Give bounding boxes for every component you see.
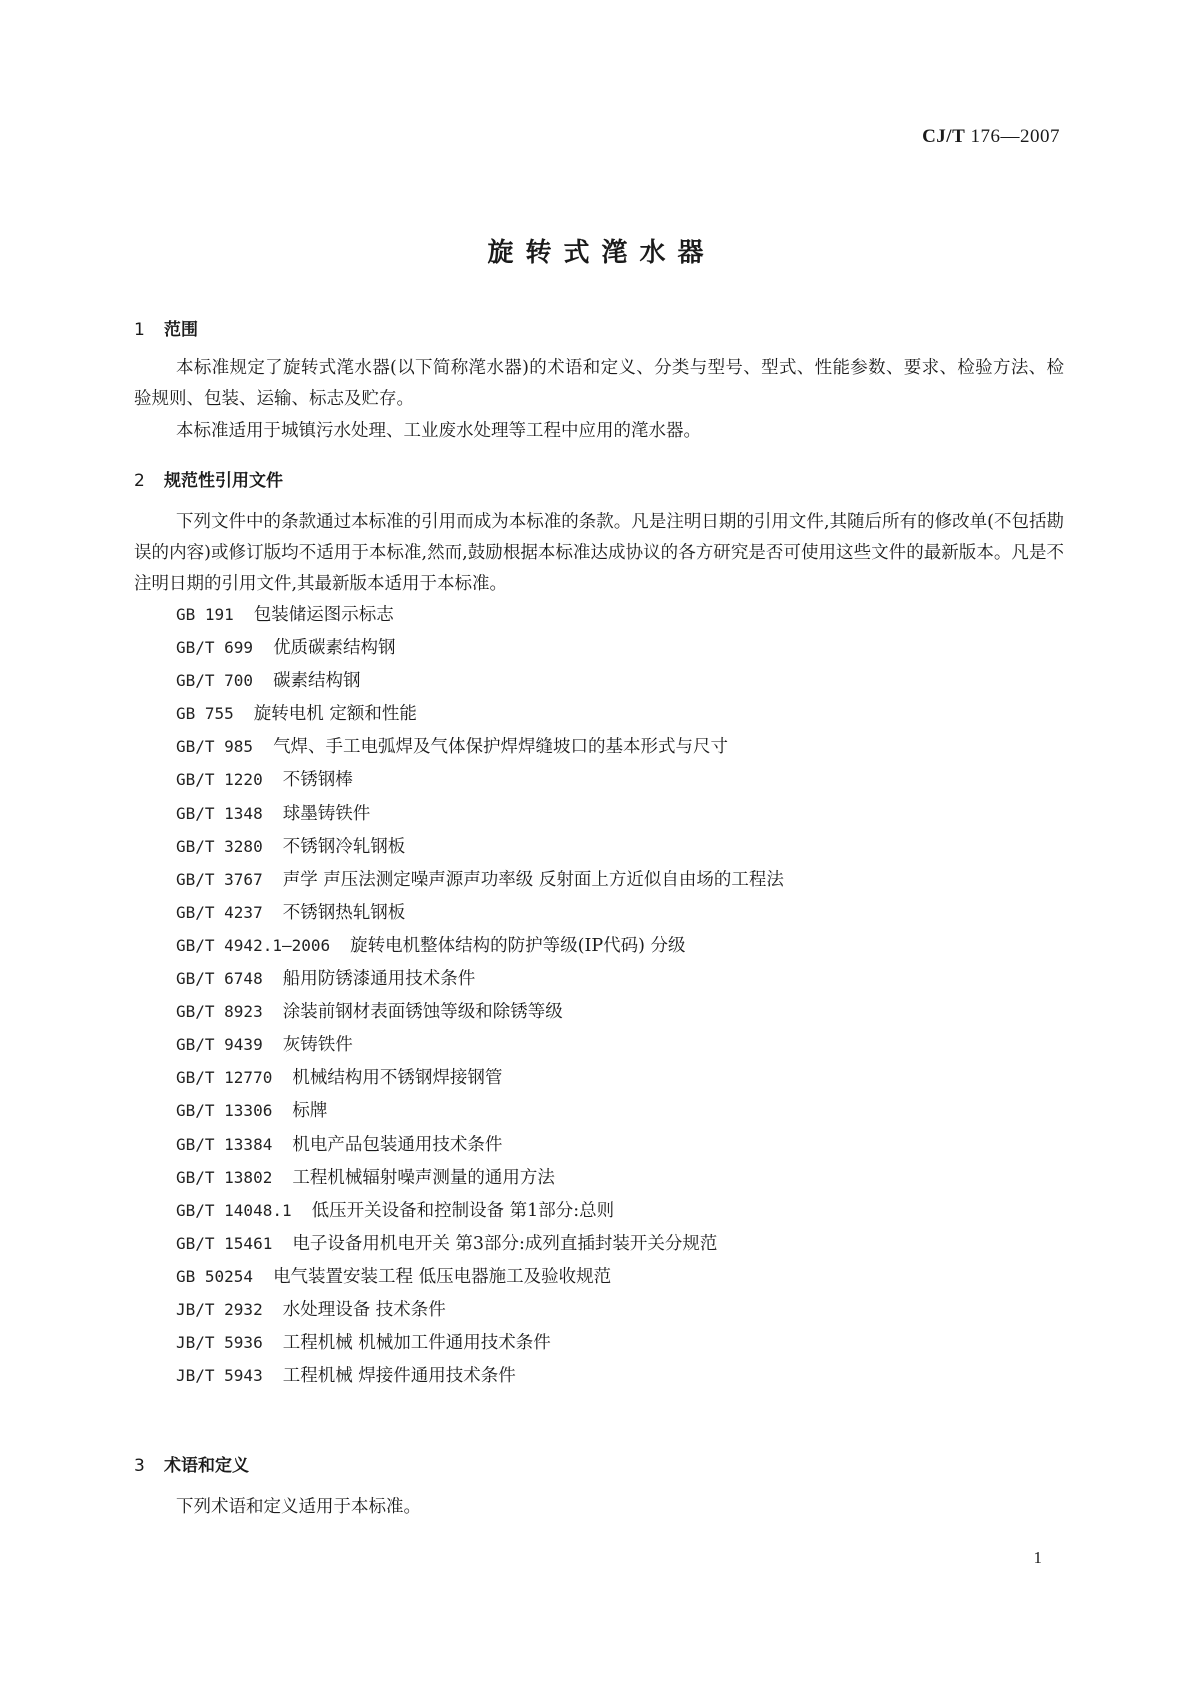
reference-title: 标牌 [292, 1101, 328, 1122]
reference-item [176, 1260, 784, 1293]
reference-code: GB 191 [176, 605, 234, 624]
reference-item [176, 1293, 784, 1326]
reference-code: GB/T 700 [176, 671, 254, 691]
reference-item [176, 1028, 784, 1061]
reference-title: 不锈钢热轧钢板 [282, 902, 406, 923]
section-2-title: 规范性引用文件 [164, 471, 283, 491]
reference-title: 不锈钢棒 [282, 770, 353, 791]
reference-code: GB/T 13306 [176, 1101, 273, 1121]
reference-code: JB/T 5936 [176, 1333, 263, 1353]
reference-title: 旋转电机整体结构的防护等级(IP代码) 分级 [350, 935, 686, 956]
reference-item [176, 730, 784, 763]
reference-code: GB/T 14048.1 [176, 1200, 292, 1220]
section-1-paragraph-1: 本标准规定了旋转式滗水器(以下简称滗水器)的术语和定义、分类与型号、型式、性能参数、要求、检验方法、检验规则、包装、运输、标志及贮存。 [134, 358, 1064, 409]
reference-code: GB/T 985 [176, 737, 254, 757]
reference-code: GB/T 1220 [176, 770, 263, 790]
reference-code: GB/T 4942.1—2006 [176, 935, 331, 955]
reference-title: 气焊、手工电弧焊及气体保护焊焊缝坡口的基本形式与尺寸 [273, 737, 729, 758]
page-number: 1 [1033, 1548, 1042, 1567]
reference-item [176, 1194, 784, 1227]
section-1-title: 范围 [164, 320, 198, 340]
reference-title: 工程机械辐射噪声测量的通用方法 [292, 1167, 555, 1188]
section-2-number: 2 [134, 471, 145, 491]
section-2-heading [134, 466, 283, 491]
reference-item [176, 598, 784, 631]
normative-reference-list [176, 598, 784, 1392]
standard-code: CJ/T [922, 126, 966, 147]
reference-item [176, 1128, 784, 1161]
reference-title: 声学 声压法测定噪声源声功率级 反射面上方近似自由场的工程法 [282, 869, 784, 890]
reference-item [176, 797, 784, 830]
standard-number-value: 176—2007 [970, 126, 1060, 147]
reference-code: GB 755 [176, 704, 234, 724]
reference-title: 电子设备用机电开关 第3部分:成列直插封装开关分规范 [292, 1233, 718, 1254]
reference-title: 包装储运图示标志 [253, 605, 394, 625]
reference-code: GB/T 12770 [176, 1068, 273, 1088]
section-1-number: 1 [134, 320, 145, 340]
section-3-number: 3 [134, 1456, 145, 1476]
reference-code: JB/T 5943 [176, 1366, 263, 1386]
reference-item [176, 995, 784, 1028]
document-title: 旋转式滗水器 [487, 238, 716, 268]
reference-title: 水处理设备 技术条件 [282, 1299, 446, 1320]
reference-item [176, 1061, 784, 1094]
section-3-heading [134, 1451, 249, 1476]
reference-title: 机电产品包装通用技术条件 [292, 1134, 503, 1155]
reference-code: GB 50254 [176, 1266, 254, 1286]
reference-title: 涂装前钢材表面锈蚀等级和除锈等级 [282, 1002, 563, 1023]
reference-item [176, 1161, 784, 1194]
reference-title: 机械结构用不锈钢焊接钢管 [292, 1068, 503, 1089]
reference-item [176, 697, 784, 730]
reference-title: 船用防锈漆通用技术条件 [282, 969, 476, 990]
reference-item [176, 1359, 784, 1392]
reference-title: 球墨铸铁件 [282, 803, 371, 824]
section-1-heading [134, 315, 198, 340]
reference-title: 旋转电机 定额和性能 [253, 704, 417, 725]
reference-code: GB/T 1348 [176, 803, 263, 823]
reference-item [176, 863, 784, 896]
reference-code: GB/T 8923 [176, 1002, 263, 1022]
reference-item [176, 631, 784, 664]
reference-code: GB/T 15461 [176, 1233, 273, 1253]
reference-item [176, 896, 784, 929]
reference-code: GB/T 3767 [176, 869, 263, 889]
reference-item [176, 929, 784, 962]
reference-item [176, 1094, 784, 1127]
reference-title: 优质碳素结构钢 [273, 638, 396, 659]
reference-title: 工程机械 机械加工件通用技术条件 [282, 1333, 551, 1354]
reference-code: GB/T 6748 [176, 969, 263, 989]
reference-item [176, 1326, 784, 1359]
reference-code: GB/T 699 [176, 638, 254, 658]
section-2-intro: 下列文件中的条款通过本标准的引用而成为本标准的条款。凡是注明日期的引用文件,其随后所有的修改单(不包括勘误的内容)或修订版均不适用于本标准,然而,鼓励根据本标准达成协议的各方研究是否可使用这些文件的最新版本。凡是不注明日期的引用文件,其最新版本适用于本标准。 [134, 512, 1064, 594]
reference-code: JB/T 2932 [176, 1299, 263, 1319]
reference-title: 灰铸铁件 [282, 1035, 353, 1056]
reference-title: 工程机械 焊接件通用技术条件 [282, 1366, 516, 1387]
reference-item [176, 830, 784, 863]
section-3-paragraph-1: 下列术语和定义适用于本标准。 [176, 1497, 421, 1517]
reference-title: 碳素结构钢 [273, 671, 361, 692]
reference-code: GB/T 4237 [176, 902, 263, 922]
reference-item [176, 664, 784, 697]
reference-item [176, 763, 784, 796]
reference-title: 低压开关设备和控制设备 第1部分:总则 [311, 1200, 615, 1221]
reference-code: GB/T 13384 [176, 1134, 273, 1154]
reference-title: 电气装置安装工程 低压电器施工及验收规范 [273, 1266, 612, 1287]
reference-item [176, 962, 784, 995]
reference-title: 不锈钢冷轧钢板 [282, 836, 406, 857]
reference-item [176, 1227, 784, 1260]
standard-number [922, 126, 1060, 148]
reference-code: GB/T 3280 [176, 836, 263, 856]
section-3-title: 术语和定义 [164, 1456, 249, 1476]
section-1-paragraph-2: 本标准适用于城镇污水处理、工业废水处理等工程中应用的滗水器。 [176, 421, 701, 441]
reference-code: GB/T 9439 [176, 1035, 263, 1055]
reference-code: GB/T 13802 [176, 1167, 273, 1187]
